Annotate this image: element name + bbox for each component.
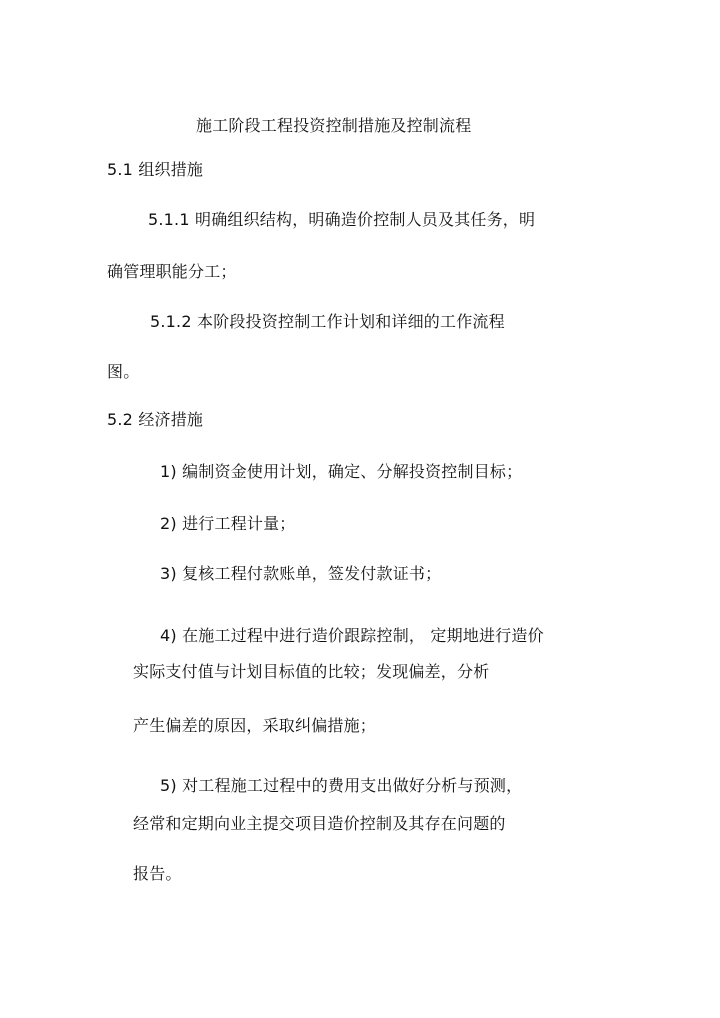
document-title: 施工阶段工程投资控制措施及控制流程: [196, 116, 472, 135]
item-5-1-2-line-1: 5.1.2 本阶段投资控制工作计划和详细的工作流程: [150, 312, 505, 331]
item-5-1-1-line-1: 5.1.1 明确组织结构，明确造价控制人员及其任务，明: [148, 210, 536, 229]
economic-measure-4-line-1: 4) 在施工过程中进行造价跟踪控制， 定期地进行造价: [160, 626, 544, 645]
economic-measure-2: 2) 进行工程计量；: [160, 514, 296, 533]
economic-measure-1: 1) 编制资金使用计划，确定、分解投资控制目标；: [160, 462, 523, 481]
economic-measure-5-line-2: 经常和定期向业主提交项目造价控制及其存在问题的: [133, 814, 506, 833]
economic-measure-5-line-1: 5) 对工程施工过程中的费用支出做好分析与预测，: [160, 776, 523, 795]
economic-measure-5-line-3: 报告。: [133, 864, 182, 883]
section-5-2-heading: 5.2 经济措施: [107, 410, 204, 429]
item-5-1-2-line-2: 图。: [107, 362, 140, 381]
section-5-1-heading: 5.1 组织措施: [107, 160, 204, 179]
economic-measure-3: 3) 复核工程付款账单，签发付款证书；: [160, 564, 442, 583]
economic-measure-4-line-2: 实际支付值与计划目标值的比较；发现偏差，分析: [133, 662, 490, 681]
economic-measure-4-line-3: 产生偏差的原因，采取纠偏措施；: [133, 716, 377, 735]
item-5-1-1-line-2: 确管理职能分工；: [107, 262, 237, 281]
